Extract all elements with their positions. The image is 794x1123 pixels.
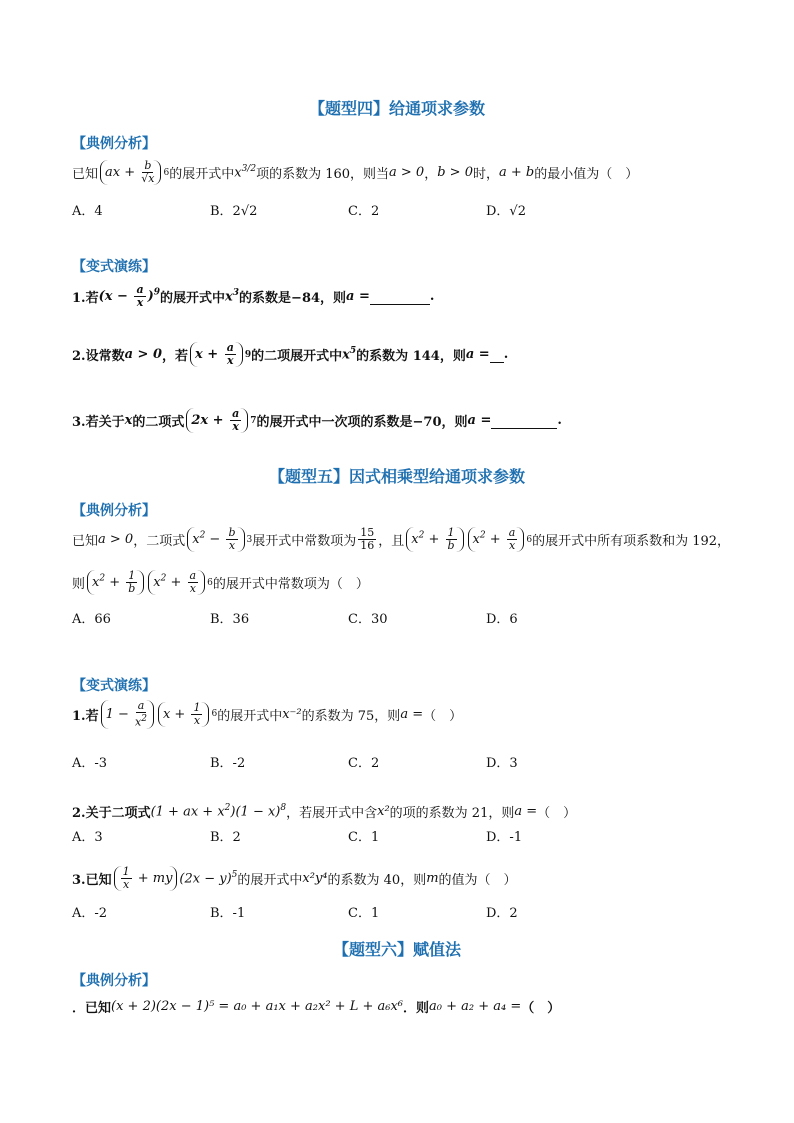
option-d: D．6 bbox=[486, 612, 518, 627]
practice-label-5: 【变式演练】 bbox=[72, 678, 156, 694]
section-title-4: 【题型四】给通项求参数 bbox=[308, 99, 485, 118]
s4-practice-3: 3.若关于 x 的二项式 2x + $\frac{a}{x}$ 7 的展开式中一次项的系数是−70，则 a = . bbox=[72, 407, 562, 433]
example-label-6: 【典例分析】 bbox=[72, 973, 156, 989]
binomial-expr: ax + $\frac{b}{√x}$ bbox=[100, 160, 161, 185]
s5-example-line-1: 已知 a > 0 ，二项式 $x^2$ − $\frac{b}{x}$ 3 展开式中常数项为 $\frac{15}{16}$ ，且 $x^2$ + $\frac{1}{b}$ $x^2$ + $\frac{a}{x}$ 6 的展开式中所有项系数和为 192， bbox=[72, 526, 731, 552]
s4-practice-2: 2.设常数 a > 0 ，若 x + $\frac{a}{x}$ 9 的二项展开式中 $x^5$ 的系数为 144，则 a = . bbox=[72, 341, 509, 367]
s4-example-question: 已知 ax + $\frac{b}{√x}$ 6 的展开式中 $x^{3/2}$ 项的系数为 160，则当 a > 0 ， b > 0 时， a + b 的最小值为（ ） bbox=[72, 159, 639, 185]
option-c: C．2 bbox=[348, 756, 380, 771]
s5-example-line-2: 则 $x^2$ + $\frac{1}{b}$ $x^2$ + $\frac{a}{x}$ 6 的展开式中常数项为（ ） bbox=[72, 569, 369, 595]
s5-practice-2: 2.关于二项式 (1 + ax + $x^2)(1 - x)^8$ ，若展开式中含 x² 的项的系数为 21，则 a = （ ） bbox=[72, 803, 577, 821]
s5-practice-1: 1.若 1 − $\frac{a}{x^2}$ x + $\frac{1}{x}$ 6 的展开式中 x⁻² 的系数为 75，则 a = （ ） bbox=[72, 699, 463, 729]
answer-blank bbox=[491, 413, 557, 429]
option-b: B．36 bbox=[210, 612, 250, 627]
s6-example-question: ．已知 (x + 2)(2x − 1)⁵ = a₀ + a₁x + a₂x² + L + a₆x⁶ ．则 a₀ + a₂ + a₄ = （ ） bbox=[72, 999, 561, 1016]
section-title-6: 【题型六】赋值法 bbox=[332, 940, 461, 959]
s4-practice-1: 1.若 (x − $\frac{a}{x}$ )$^9$ 的展开式中 $x^3$ 的系数是−84，则 a = . bbox=[72, 283, 435, 309]
option-c: C．1 bbox=[348, 906, 380, 921]
option-a: A．3 bbox=[72, 830, 103, 845]
option-b: B．2 bbox=[210, 830, 241, 845]
example-label-5: 【典例分析】 bbox=[72, 503, 156, 519]
s5-practice-3: 3.已知 $\frac{1}{x}$ + my $(2x - y)^5$ 的展开式中 x²y⁴ 的系数为 40，则 m 的值为（ ） bbox=[72, 865, 517, 891]
answer-blank bbox=[490, 347, 504, 363]
section-title-5: 【题型五】因式相乘型给通项求参数 bbox=[268, 467, 525, 486]
option-d: D．2 bbox=[486, 906, 518, 921]
example-label-4: 【典例分析】 bbox=[72, 136, 156, 152]
option-d: D．√2 bbox=[486, 204, 526, 219]
option-a: A．66 bbox=[72, 612, 111, 627]
option-b: B．2√2 bbox=[210, 204, 258, 219]
option-a: A．-2 bbox=[72, 906, 108, 921]
option-b: B．-2 bbox=[210, 756, 246, 771]
option-d: D．3 bbox=[486, 756, 518, 771]
option-c: C．2 bbox=[348, 204, 380, 219]
option-a: A．4 bbox=[72, 204, 103, 219]
option-d: D．-1 bbox=[486, 830, 523, 845]
option-a: A．-3 bbox=[72, 756, 108, 771]
option-c: C．1 bbox=[348, 830, 380, 845]
option-b: B．-1 bbox=[210, 906, 246, 921]
option-c: C．30 bbox=[348, 612, 388, 627]
answer-blank bbox=[370, 289, 430, 305]
practice-label-4: 【变式演练】 bbox=[72, 259, 156, 275]
